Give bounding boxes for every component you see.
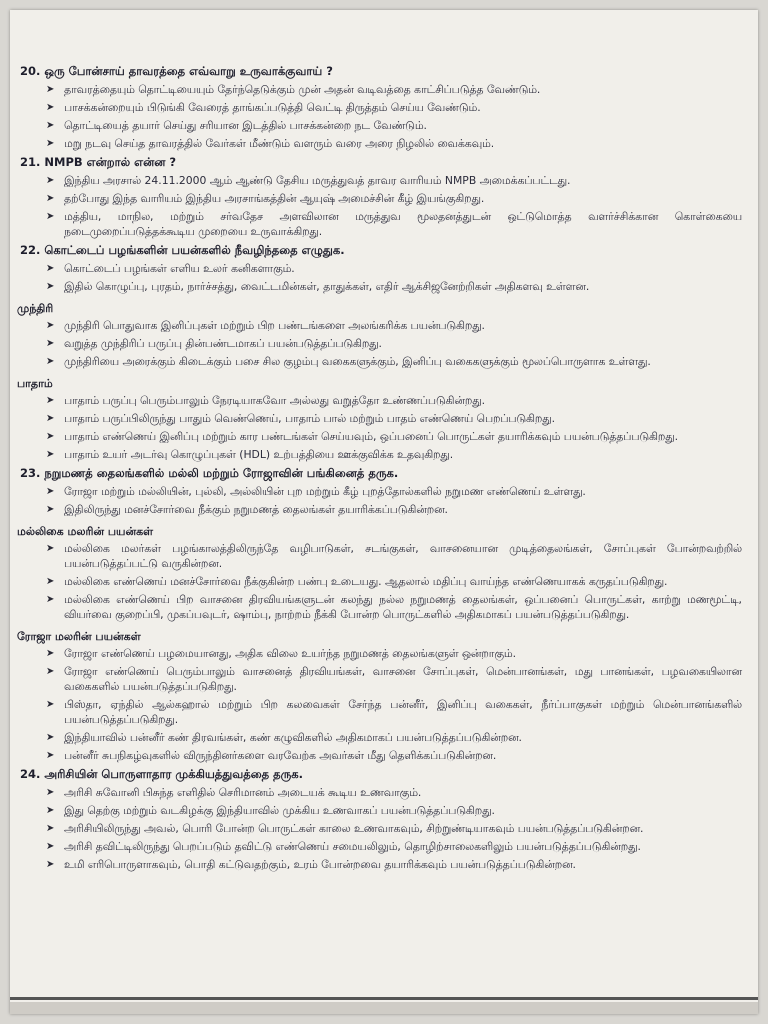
bullet-list — [20, 785, 742, 872]
bullet-item — [20, 118, 742, 133]
bullet-item — [20, 82, 742, 97]
bullet-item — [20, 697, 742, 727]
bullet-text: பிஸ்தா, ஏந்தில் ஆல்கஹால் மற்றும் பிற கலவைகள் சேர்ந்த பன்னீர், இனிப்பு வகைகள், நீர்ப்பாகுகள் மற்றும் மென்பானங்களில் பயன்படுத்தப்படுகிறது. — [64, 698, 742, 726]
bullet-text: தொட்டியைத் தயார் செய்து சரியான இடத்தில் பாசக்கன்றை நட வேண்டும். — [64, 119, 427, 132]
arrow-bullet-icon: ➤ — [46, 120, 55, 131]
bullet-item — [20, 393, 742, 408]
bullet-text: முந்திரி பொதுவாக இனிப்புகள் மற்றும் பிற பண்டங்களை அலங்கரிக்க பயன்படுகிறது. — [64, 319, 485, 332]
bullet-list — [20, 173, 742, 239]
question-heading: 24. அரிசியின் பொருளாதார முக்கியத்துவத்தை தருக. — [20, 767, 304, 781]
arrow-bullet-icon: ➤ — [46, 138, 55, 149]
bullet-list — [20, 484, 742, 517]
arrow-bullet-icon: ➤ — [46, 699, 55, 710]
arrow-bullet-icon: ➤ — [46, 841, 55, 852]
bullet-item — [20, 209, 742, 239]
bullet-text: உமி எரிபொருளாகவும், பொதி கட்டுவதற்கும், உரம் போன்றவை தயாரிக்கவும் பயன்படுத்தப்படுகின்றன. — [64, 858, 576, 871]
bullet-list — [20, 82, 742, 151]
bottom-band — [10, 1002, 758, 1014]
arrow-bullet-icon: ➤ — [46, 594, 55, 605]
bullet-text: தாவரத்தையும் தொட்டியையும் தேர்ந்தெடுக்கும் முன் அதன் வடிவத்தை காட்சிப்படுத்த வேண்டும். — [64, 83, 541, 96]
question-heading: 20. ஒரு போன்சாய் தாவரத்தை எவ்வாறு உருவாக்குவாய் ? — [20, 64, 333, 78]
bullet-item — [20, 484, 742, 499]
arrow-bullet-icon: ➤ — [46, 543, 55, 554]
arrow-bullet-icon: ➤ — [46, 175, 55, 186]
bullet-text: பாதாம் பருப்பிலிருந்து பாதும் வெண்ணெய், பாதாம் பால் மற்றும் பாதம் எண்ணெய் பெறப்படுகிறது. — [64, 412, 556, 425]
bullet-item — [20, 502, 742, 517]
question-heading: 23. நறுமணத் தைலங்களில் மல்லி மற்றும் ரோஜாவின் பங்கினைத் தருக. — [20, 466, 399, 480]
bullet-item — [20, 318, 742, 333]
arrow-bullet-icon: ➤ — [46, 320, 55, 331]
arrow-bullet-icon: ➤ — [46, 449, 55, 460]
bullet-text: தற்போது இந்த வாரியம் இந்திய அரசாங்கத்தின் ஆயுஷ் அமைச்சின் கீழ் இயங்குகிறது. — [64, 192, 485, 205]
bullet-text: இந்திய அரசால் 24.11.2000 ஆம் ஆண்டு தேசிய மருத்துவத் தாவர வாரியம் NMPB அமைக்கப்பட்டது. — [64, 174, 571, 187]
arrow-bullet-icon: ➤ — [46, 859, 55, 870]
bullet-item — [20, 336, 742, 351]
document-page — [10, 10, 758, 1014]
bullet-item — [20, 261, 742, 276]
arrow-bullet-icon: ➤ — [46, 486, 55, 497]
bullet-text: ரோஜா எண்ணெய் பெரும்பாலும் வாசனைத் திரவியங்கள், வாசனை சோப்புகள், மென்பானங்கள், மது பானங்கள், பழவகையிலான வகைகளில் பயன்படுத்தப்படுகிறது. — [64, 665, 742, 693]
arrow-bullet-icon: ➤ — [46, 666, 55, 677]
bullet-text: அரிசி சுவோனி பிசுந்த எளிதில் செரிமானம் அடையக் கூடிய உணவாகும். — [64, 786, 422, 799]
subheading: ரோஜா மலரின் பயன்கள் — [17, 630, 141, 643]
bullet-text: ரோஜா மற்றும் மல்லியின், புல்லி, அல்லியின் புற மற்றும் கீழ் புறத்தோல்களில் நறுமண எண்ணெய் உள்ளது. — [64, 485, 586, 498]
bullet-item — [20, 785, 742, 800]
arrow-bullet-icon: ➤ — [46, 648, 55, 659]
bullet-item — [20, 664, 742, 694]
bullet-list — [20, 541, 742, 622]
bullet-text: பாதாம் உயர் அடர்வு கொழுப்புகள் (HDL) உற்பத்தியை ஊக்குவிக்க உதவுகிறது. — [64, 448, 454, 461]
arrow-bullet-icon: ➤ — [46, 732, 55, 743]
bullet-item — [20, 279, 742, 294]
bullet-list — [20, 646, 742, 763]
bullet-text: இதிலிருந்து மனச்சோர்வை நீக்கும் நறுமணத் தைலங்கள் தயாரிக்கப்படுகின்றன. — [64, 503, 448, 516]
arrow-bullet-icon: ➤ — [46, 431, 55, 442]
bullet-list — [20, 318, 742, 369]
arrow-bullet-icon: ➤ — [46, 211, 55, 222]
bullet-item — [20, 857, 742, 872]
arrow-bullet-icon: ➤ — [46, 504, 55, 515]
arrow-bullet-icon: ➤ — [46, 263, 55, 274]
bullet-item — [20, 447, 742, 462]
bullet-text: ரோஜா எண்ணெய் பழமையானது, அதிக விலை உயர்ந்த நறுமணத் தைலங்களுள் ஒன்றாகும். — [64, 647, 517, 660]
bullet-text: கொட்டைப் பழங்கள் எளிய உலர் கனிகளாகும். — [64, 262, 295, 275]
bullet-item — [20, 136, 742, 151]
bullet-item — [20, 839, 742, 854]
bullet-text: பன்னீர் சுபநிகழ்வுகளில் விருந்தினர்களை வரவேற்க அவர்கள் மீது தெளிக்கப்படுகின்றன. — [64, 749, 497, 762]
arrow-bullet-icon: ➤ — [46, 102, 55, 113]
bullet-text: பாதாம் எண்ணெய் இனிப்பு மற்றும் கார பண்டங்கள் செய்யவும், ஒப்பனைப் பொருட்கள் தயாரிக்கவும் பயன்படுத்தப்படுகிறது. — [64, 430, 678, 443]
subheading: பாதாம் — [17, 377, 53, 390]
bullet-text: பாதாம் பருப்பு பெரும்பாலும் நேரடியாகவோ அல்லது வறுத்தோ உண்ணப்படுகின்றது. — [64, 394, 486, 407]
bullet-list — [20, 393, 742, 462]
bullet-text: வறுத்த முந்திரிப் பருப்பு தின்பண்டமாகப் பயன்படுத்தப்படுகிறது. — [64, 337, 382, 350]
arrow-bullet-icon: ➤ — [46, 281, 55, 292]
bullet-item — [20, 541, 742, 571]
bullet-text: முந்திரியை அரைக்கும் கிடைக்கும் பசை சில குழம்பு வகைகளுக்கும், இனிப்பு வகைகளுக்கும் மூலப்பொருளாக உள்ளது. — [64, 355, 651, 368]
bullet-item — [20, 173, 742, 188]
bullet-item — [20, 354, 742, 369]
bullet-text: மத்திய, மாநில, மற்றும் சர்வதேச அளவிலான மருத்துவ மூலதனத்துடன் ஒட்டுமொத்த வளர்ச்சிக்கான கொள்கையை நடைமுறைப்படுத்தக்கூடிய முறையை உருவாக்கிறது. — [64, 210, 742, 238]
bullet-item — [20, 574, 742, 589]
arrow-bullet-icon: ➤ — [46, 750, 55, 761]
question-heading: 21. NMPB என்றால் என்ன ? — [20, 155, 177, 169]
arrow-bullet-icon: ➤ — [46, 805, 55, 816]
bullet-item — [20, 411, 742, 426]
arrow-bullet-icon: ➤ — [46, 338, 55, 349]
bullet-text: அரிசி தவிட்டிலிருந்து பெறப்படும் தவிட்டு எண்ணெய் சமையலிலும், தொழிற்சாலைகளிலும் பயன்படுத்தப்படுகின்றது. — [64, 840, 641, 853]
bullet-text: இதில் கொழுப்பு, புரதம், நார்ச்சத்து, வைட்டமின்கள், தாதுக்கள், எதிர் ஆக்சிஜனேற்றிகள் அதிகளவு உள்ளன. — [64, 280, 590, 293]
bullet-item — [20, 429, 742, 444]
bullet-item — [20, 100, 742, 115]
arrow-bullet-icon: ➤ — [46, 576, 55, 587]
bullet-text: பாசக்கன்றையும் பிடுங்கி வேரைத் தாங்கப்படுத்தி வெட்டி திருத்தம் செய்ய வேண்டும். — [64, 101, 481, 114]
bullet-item — [20, 646, 742, 661]
bullet-text: அரிசியிலிருந்து அவல், பொரி போன்ற பொருட்கள் காலை உணவாகவும், சிற்றுண்டியாகவும் பயன்படுத்தப்படுகின்றன. — [64, 822, 644, 835]
arrow-bullet-icon: ➤ — [46, 395, 55, 406]
bullet-list — [20, 261, 742, 294]
bullet-item — [20, 821, 742, 836]
bullet-text: மல்லிகை மலர்கள் பழங்காலத்திலிருந்தே வழிபாடுகள், சடங்குகள், வாசனையான முடித்தைலங்கள், சோப்புகள் போன்றவற்றில் பயன்படுத்தப்பட்டு வருகின்றன. — [64, 542, 742, 570]
bullet-item — [20, 748, 742, 763]
bullet-item — [20, 730, 742, 745]
document-content — [17, 60, 742, 875]
arrow-bullet-icon: ➤ — [46, 787, 55, 798]
subheading: முந்திரி — [17, 302, 54, 315]
bullet-text: மறு நடவு செய்த தாவரத்தில் வேர்கள் மீண்டும் வளரும் வரை அரை நிழலில் வைக்கவும். — [64, 137, 495, 150]
arrow-bullet-icon: ➤ — [46, 84, 55, 95]
question-heading: 22. கொட்டைப் பழங்களின் பயன்களில் நீவழிந்ததை எழுதுக. — [20, 243, 345, 257]
bullet-text: மல்லிகை எண்ணெய் மனச்சோர்வை நீக்குகின்ற பண்பு உடையது. ஆதலால் மதிப்பு வாய்ந்த எண்ணெயாகக் கருதப்படுகிறது. — [64, 575, 668, 588]
bullet-item — [20, 803, 742, 818]
bullet-text: இது தெற்கு மற்றும் வடகிழக்கு இந்தியாவில் முக்கிய உணவாகப் பயன்படுத்தப்படுகிறது. — [64, 804, 495, 817]
arrow-bullet-icon: ➤ — [46, 193, 55, 204]
arrow-bullet-icon: ➤ — [46, 356, 55, 367]
bullet-text: மல்லிகை எண்ணெய் பிற வாசனை திரவியங்களுடன் கலந்து நல்ல நறுமணத் தைலங்கள், ஒப்பனைப் பொருட்கள், காற்று மணமூட்டி, வியர்வை குறைப்பி, முகப்பவுடர், ஷாம்பு, நாற்றம் நீக்கி போன்ற பொருட்களில் அதிகமாகப் பயன்படுத்தப்படுகிறது. — [64, 593, 742, 621]
bullet-text: இந்தியாவில் பன்னீர் கண் திரவங்கள், கண் கழுவிகளில் அதிகமாகப் பயன்படுத்தப்படுகின்றன. — [64, 731, 522, 744]
subheading: மல்லிகை மலரின் பயன்கள் — [17, 525, 154, 538]
bullet-item — [20, 592, 742, 622]
arrow-bullet-icon: ➤ — [46, 413, 55, 424]
arrow-bullet-icon: ➤ — [46, 823, 55, 834]
bullet-item — [20, 191, 742, 206]
bottom-rule — [10, 997, 758, 1000]
